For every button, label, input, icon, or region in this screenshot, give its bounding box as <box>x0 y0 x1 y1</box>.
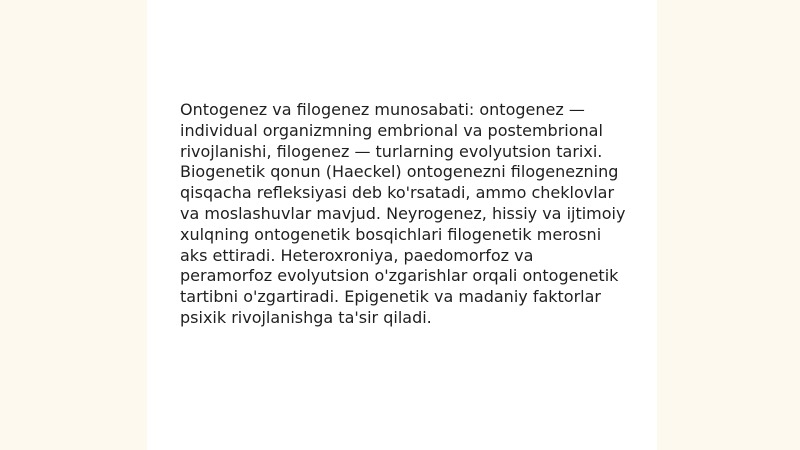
body-paragraph: Ontogenez va filogenez munosabati: ontogenez — individual organizmning embrional va postembrional rivojlanishi, filogenez — turlarning evolyutsion tarixi. Biogenetik qonun (Haeckel) ontogenezni filogenezning qisqacha refleksiyasi deb ko'rsatadi, ammo cheklovlar va moslashuvlar mavjud. Neyrogenez, hissiy va ijtimoiy xulqning ontogenetik bosqichlari filogenetik merosni aks ettiradi. Heteroxroniya, paedomorfoz va peramorfoz evolyutsion o'zgarishlar orqali ontogenetik tartibni o'zgartiradi. Epigenetik va madaniy faktorlar psixik rivojlanishga ta'sir qiladi. <box>180 100 626 327</box>
document-page <box>147 0 657 450</box>
